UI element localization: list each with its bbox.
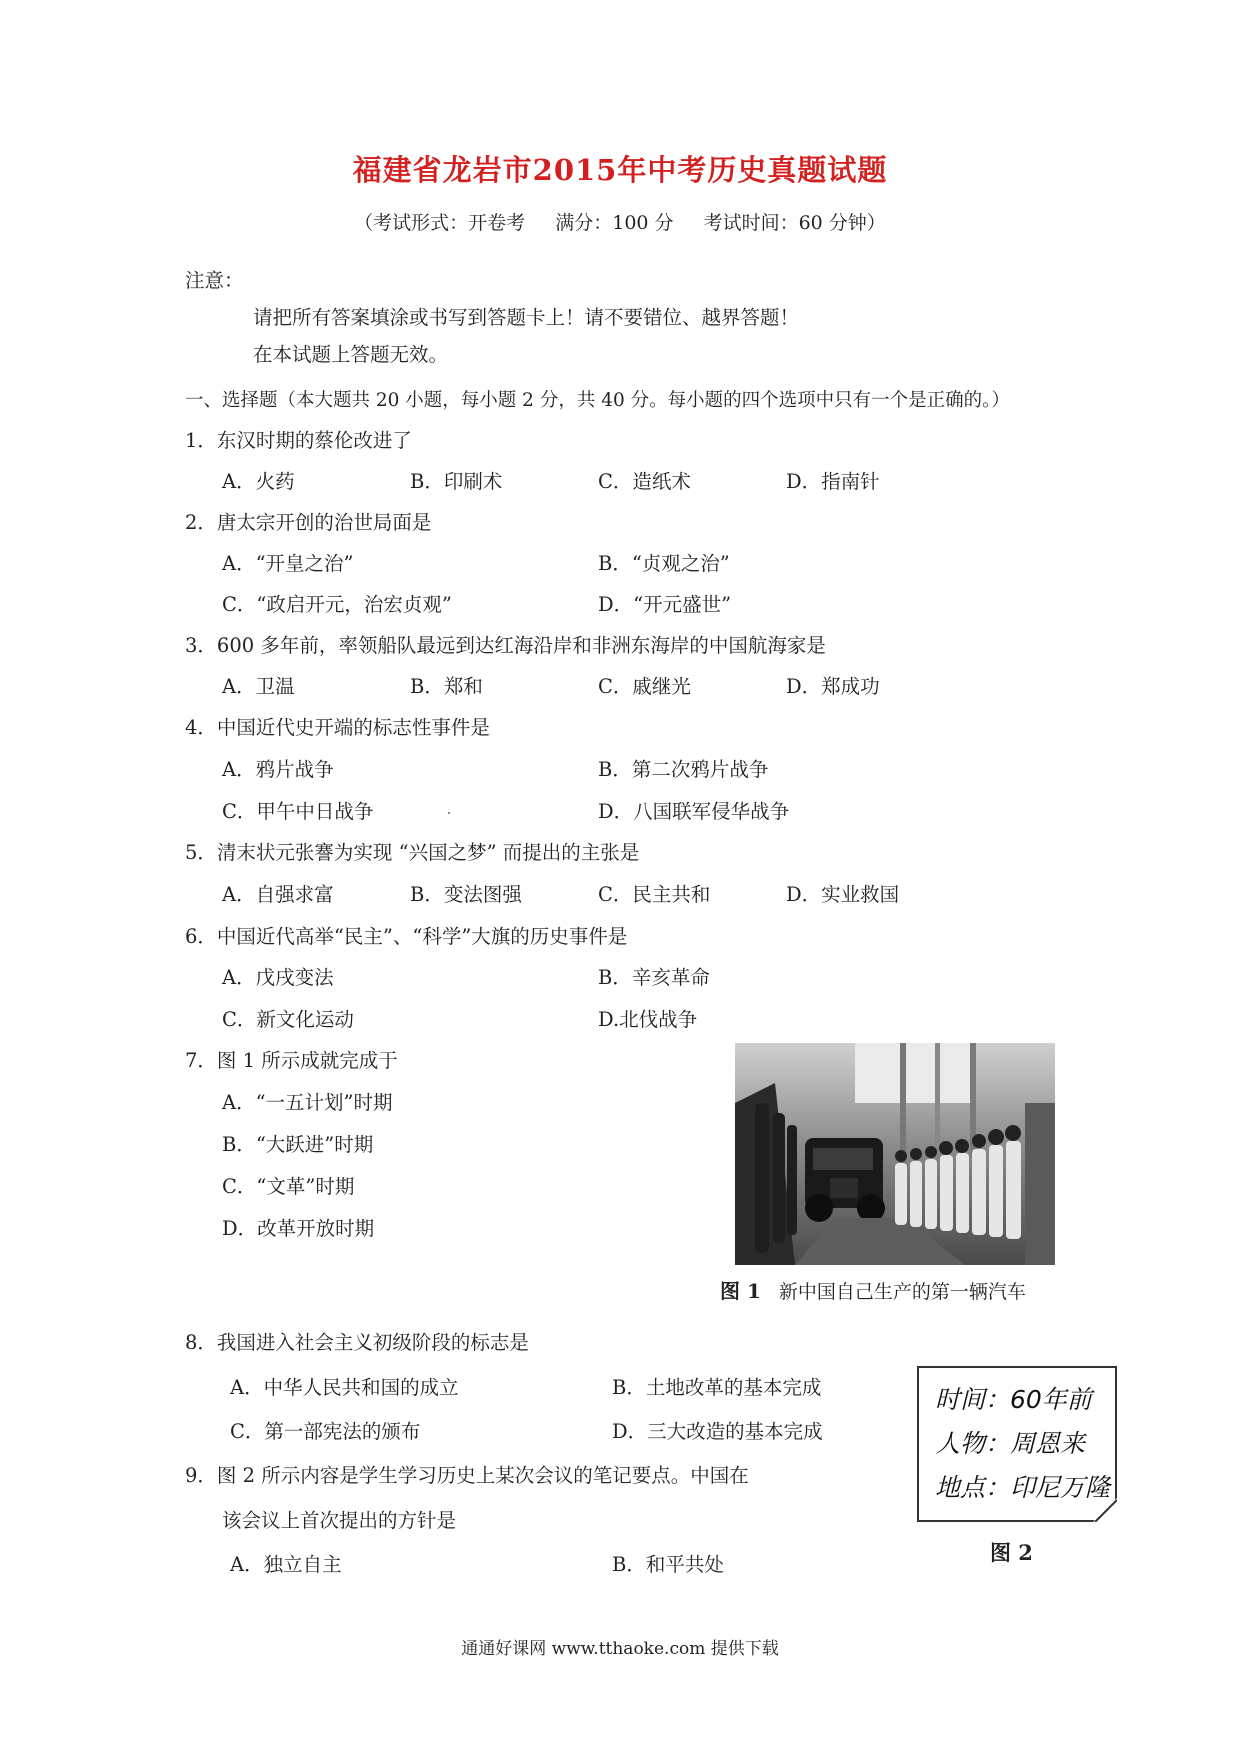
q1-stem: 1．东汉时期的蔡伦改进了 (185, 429, 412, 452)
q9-option-b: B．和平共处 (612, 1553, 724, 1576)
q9-option-a: A．独立自主 (230, 1553, 342, 1576)
q7-option-d: D．改革开放时期 (222, 1217, 375, 1240)
page-curl-icon (1093, 1498, 1117, 1522)
figure-1-photo (735, 1043, 1055, 1265)
note-person: 人物：周恩来 (935, 1429, 1086, 1458)
note-time: 时间：60年前 (935, 1385, 1092, 1414)
q8-stem: 8．我国进入社会主义初级阶段的标志是 (185, 1331, 529, 1354)
q3-option-d: D．郑成功 (786, 675, 880, 698)
exam-info (0, 208, 1240, 235)
q8-option-c: C．第一部宪法的颁布 (230, 1420, 421, 1443)
q5-option-b: B．变法图强 (410, 883, 522, 906)
q3-stem: 3．600 多年前，率领船队最远到达红海沿岸和非洲东海岸的中国航海家是 (185, 634, 826, 657)
q2-option-d: D．“开元盛世” (598, 593, 732, 616)
q6-option-b: B．辛亥革命 (598, 966, 710, 989)
q8-option-a: A．中华人民共和国的成立 (230, 1376, 459, 1399)
note-place: 地点：印尼万隆 (935, 1473, 1111, 1502)
q2-option-b: B．“贞观之治” (598, 552, 730, 575)
q9-stem-line-1: 9．图 2 所示内容是学生学习历史上某次会议的笔记要点。中国在 (185, 1464, 749, 1487)
q2-stem: 2．唐太宗开创的治世局面是 (185, 511, 432, 534)
q5-stem: 5．清末状元张謇为实现 “兴国之梦” 而提出的主张是 (185, 841, 640, 864)
q6-option-a: A．戊戌变法 (222, 966, 334, 989)
section-heading: 一、选择题（本大题共 20 小题，每小题 2 分，共 40 分。每小题的四个选项中只有一个是正确的。） (185, 390, 1010, 411)
q2-option-a: A．“开皇之治” (222, 552, 354, 575)
q7-stem: 7．图 1 所示成就完成于 (185, 1049, 398, 1072)
q1-option-a: A．火药 (222, 470, 295, 493)
q3-option-a: A．卫温 (222, 675, 295, 698)
factory-scene (735, 1043, 1055, 1265)
q4-option-d: D．八国联军侵华战争 (598, 800, 790, 823)
q4-option-b: B．第二次鸦片战争 (598, 758, 769, 781)
q7-option-c: C．“文革”时期 (222, 1175, 355, 1198)
q4-option-c: C．甲午中日战争 (222, 800, 374, 823)
q6-stem: 6．中国近代高举“民主”、“科学”大旗的历史事件是 (185, 925, 628, 948)
exam-time: 考试时间：60 分钟） (703, 212, 886, 234)
q9-stem-line-2: 该会议上首次提出的方针是 (222, 1509, 457, 1532)
q2-option-c: C．“政启开元，治宏贞观” (222, 593, 452, 616)
q7-option-a: A．“一五计划”时期 (222, 1091, 393, 1114)
figure-2-note (917, 1366, 1117, 1522)
q4-option-a: A．鸦片战争 (222, 758, 334, 781)
page-footer: 通通好课网 www.tthaoke.com 提供下载 (461, 1639, 779, 1659)
q1-option-c: C．造纸术 (598, 470, 691, 493)
q5-option-a: A．自强求富 (222, 883, 334, 906)
q5-option-d: D．实业救国 (786, 883, 900, 906)
q6-option-d: D.北伐战争 (598, 1008, 698, 1031)
notice-line-2: 在本试题上答题无效。 (253, 343, 449, 366)
q3-option-b: B．郑和 (410, 675, 483, 698)
exam-title: 福建省龙岩市2015年中考历史真题试题 (352, 153, 888, 187)
q1-option-d: D．指南针 (786, 470, 880, 493)
q3-option-c: C．戚继光 (598, 675, 691, 698)
q4-stem: 4．中国近代史开端的标志性事件是 (185, 716, 490, 739)
exam-form: （考试形式：开卷考 (354, 212, 526, 234)
q1-option-b: B．印刷术 (410, 470, 503, 493)
figure-2-label: 图 2 (990, 1540, 1033, 1565)
figure-1-caption (720, 1275, 1026, 1304)
stray-mark (448, 812, 450, 814)
q6-option-c: C．新文化运动 (222, 1008, 354, 1031)
notice-label: 注意： (185, 269, 244, 292)
notice-line-1: 请把所有答案填涂或书写到答题卡上！请不要错位、越界答题！ (253, 306, 800, 329)
exam-score: 满分：100 分 (555, 212, 674, 234)
figure-1-label: 图 1 (720, 1279, 761, 1303)
figure-1-caption-text: 新中国自己生产的第一辆汽车 (778, 1281, 1026, 1303)
q8-option-d: D．三大改造的基本完成 (612, 1420, 823, 1443)
q7-option-b: B．“大跃进”时期 (222, 1133, 374, 1156)
q5-option-c: C．民主共和 (598, 883, 711, 906)
q8-option-b: B．土地改革的基本完成 (612, 1376, 822, 1399)
